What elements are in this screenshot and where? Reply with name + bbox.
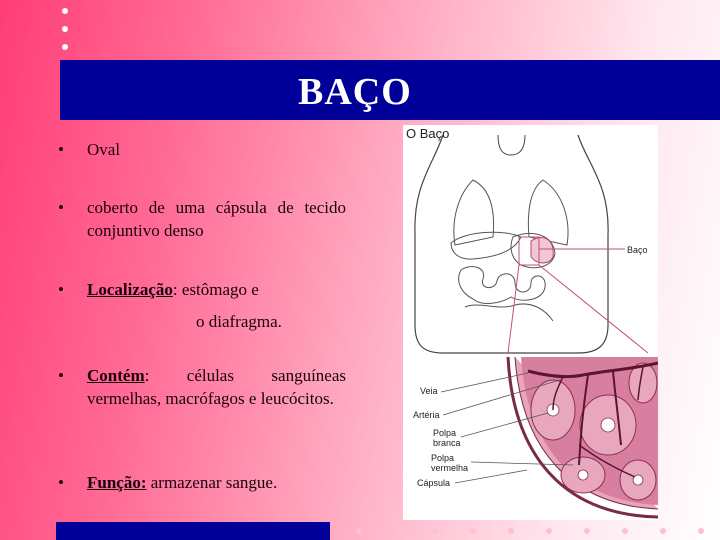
dot-b4 <box>470 528 476 534</box>
bullet-label: Contém <box>87 366 145 385</box>
label-polpa-vermelha-line2: vermelha <box>431 463 469 473</box>
label-veia: Veia <box>420 386 438 396</box>
bullet-body: : células sanguíneas vermelhas, macrófagos e leucócitos. <box>87 366 346 408</box>
title-bar <box>60 60 720 120</box>
dot-b6 <box>546 528 552 534</box>
bullet-marker: • <box>58 473 64 492</box>
dot-1 <box>62 8 68 14</box>
bottom-bar <box>56 522 330 540</box>
dot-3 <box>62 44 68 50</box>
label-polpa-branca-line2: branca <box>433 438 461 448</box>
dot-b3 <box>432 528 438 534</box>
spleen-illustration <box>403 125 658 520</box>
dot-b5 <box>508 528 514 534</box>
dot-b7 <box>584 528 590 534</box>
bullet-item <box>56 278 346 333</box>
dot-b9 <box>660 528 666 534</box>
bullet-marker: • <box>58 366 64 385</box>
dot-2 <box>62 26 68 32</box>
bullet-item <box>56 364 346 410</box>
label-capsula: Cápsula <box>417 478 451 488</box>
bullet-marker: • <box>58 198 64 217</box>
bullet-line-1: : estômago e <box>172 280 259 299</box>
bullet-label: Função: <box>87 473 147 492</box>
figure-title: O Baço <box>406 126 450 141</box>
bullet-label: Localização <box>87 280 173 299</box>
bullet-line-2: o diafragma. <box>196 312 282 331</box>
bullet-text <box>87 471 346 494</box>
bullet-item <box>56 196 346 242</box>
bullet-item <box>56 138 346 161</box>
dot-b10 <box>698 528 704 534</box>
label-arteria: Artéria <box>413 410 440 420</box>
label-polpa-vermelha <box>431 453 468 473</box>
decorative-dots-top <box>62 8 68 62</box>
label-polpa-vermelha-line1: Polpa <box>431 453 455 463</box>
bullet-text <box>87 278 346 333</box>
bullet-marker: • <box>58 140 64 159</box>
slide-title: BAÇO <box>298 71 412 113</box>
bullet-marker: • <box>58 280 64 299</box>
dot-b8 <box>622 528 628 534</box>
label-polpa-branca <box>433 428 461 448</box>
bullet-item <box>56 471 346 494</box>
label-polpa-branca-line1: Polpa <box>433 428 457 438</box>
bullet-text <box>87 364 346 410</box>
bullet-body: armazenar sangue. <box>146 473 278 492</box>
bullet-text: coberto de uma cápsula de tecido conjuntivo denso <box>87 198 346 240</box>
bullet-text: Oval <box>87 140 121 159</box>
label-baco: Baço <box>627 245 648 255</box>
dot-b1 <box>356 528 362 534</box>
dot-b2 <box>394 528 400 534</box>
